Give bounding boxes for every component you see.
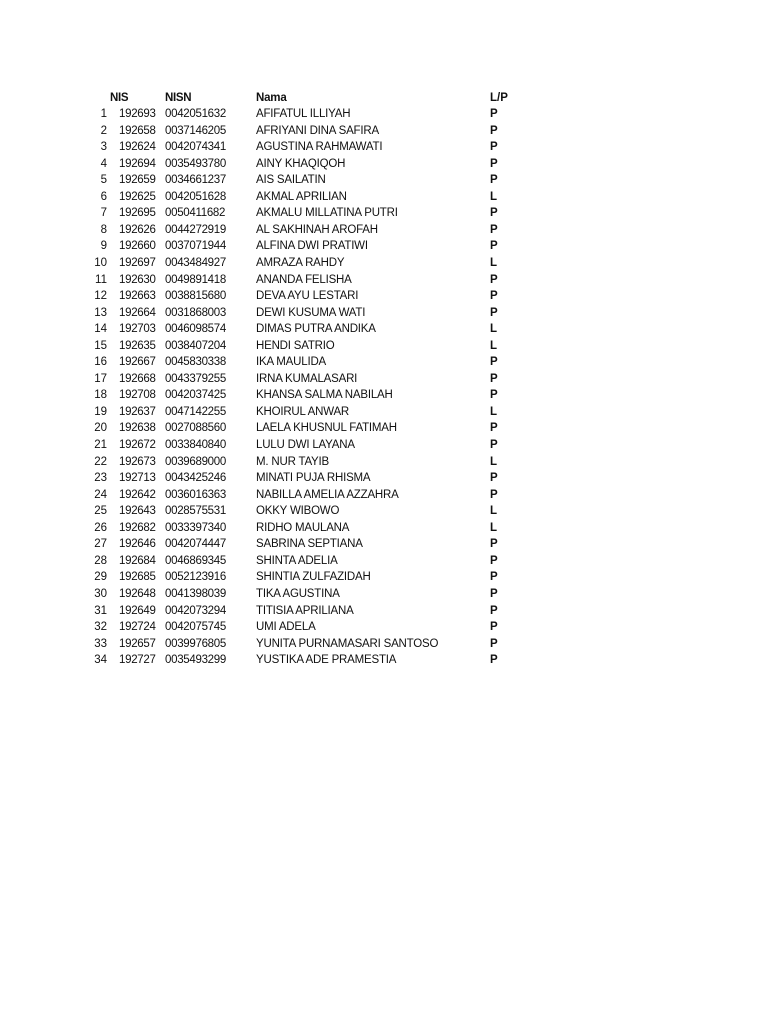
nisn-cell: 0037071944 [165,240,226,253]
nisn-cell: 0042075745 [165,621,226,634]
nis-cell: 192626 [119,223,156,236]
table-row [0,189,768,205]
gender-cell: P [490,207,498,220]
nisn-cell: 0043425246 [165,472,226,485]
nis-cell: 192657 [119,637,156,650]
name-cell: DEWI KUSUMA WATI [256,306,366,319]
name-cell: TITISIA APRILIANA [256,604,354,617]
nisn-cell: 0042074447 [165,538,226,551]
row-number: 16 [94,356,107,369]
row-number: 34 [94,654,107,667]
nis-cell: 192703 [119,323,156,336]
row-number: 29 [94,571,107,584]
nis-cell: 192682 [119,521,156,534]
table-row [0,536,768,552]
table-row [0,371,768,387]
header-lp: L/P [490,92,508,104]
nisn-cell: 0039689000 [165,455,226,468]
nisn-cell: 0038407204 [165,339,226,352]
table-row [0,487,768,503]
gender-cell: P [490,356,498,369]
nisn-cell: 0047142255 [165,405,226,418]
gender-cell: P [490,124,498,137]
nis-cell: 192668 [119,372,156,385]
row-number: 24 [94,488,107,501]
gender-cell: P [490,439,498,451]
nis-cell: 192624 [119,141,156,154]
name-cell: M. NUR TAYIB [256,455,329,468]
gender-cell: P [490,290,498,303]
table-row [0,172,768,188]
table-row [0,586,768,602]
header-nisn: NISN [165,92,192,104]
nis-cell: 192672 [119,439,156,451]
nis-cell: 192724 [119,621,156,634]
nisn-cell: 0034661237 [165,174,226,187]
nisn-cell: 0045830338 [165,356,226,369]
row-number: 11 [95,273,107,286]
gender-cell: P [490,306,498,319]
name-cell: SABRINA SEPTIANA [256,538,363,551]
row-number: 23 [94,472,107,485]
name-cell: HENDI SATRIO [256,339,335,352]
table-row [0,123,768,139]
nisn-cell: 0027088560 [165,422,226,435]
nis-cell: 192660 [119,240,156,253]
gender-cell: P [490,472,498,485]
nisn-cell: 0033840840 [165,439,226,451]
gender-cell: L [490,339,498,352]
row-number: 8 [100,223,107,236]
header-nama: Nama [256,92,287,104]
table-row [0,272,768,288]
gender-cell: P [490,223,498,236]
table-row [0,619,768,635]
name-cell: TIKA AGUSTINA [256,587,340,600]
row-number: 22 [94,455,107,468]
name-cell: SHINTA ADELIA [256,554,338,567]
nis-cell: 192635 [119,339,156,352]
table-row [0,387,768,403]
nis-cell: 192642 [119,488,156,501]
nis-cell: 192643 [119,505,156,518]
gender-cell: L [490,405,498,418]
gender-cell: P [490,538,498,551]
name-cell: DIMAS PUTRA ANDIKA [256,323,376,336]
row-number: 26 [94,521,107,534]
nisn-cell: 0036016363 [165,488,226,501]
name-cell: LAELA KHUSNUL FATIMAH [256,422,397,435]
nis-cell: 192649 [119,604,156,617]
table-row [0,354,768,370]
row-number: 14 [94,323,107,336]
gender-cell: L [490,521,498,534]
nisn-cell: 0050411682 [165,207,226,220]
gender-cell: P [490,637,498,650]
name-cell: AFRIYANI DINA SAFIRA [256,124,379,137]
nisn-cell: 0042037425 [165,389,226,402]
gender-cell: P [490,488,498,501]
nis-cell: 192625 [119,190,156,203]
gender-cell: P [490,240,498,253]
gender-cell: P [490,157,498,170]
table-row [0,238,768,254]
row-number: 20 [94,422,107,435]
table-row [0,156,768,172]
table-row [0,321,768,337]
nisn-cell: 0042074341 [165,141,226,154]
gender-cell: P [490,108,498,120]
gender-cell: L [490,190,498,203]
nis-cell: 192630 [119,273,156,286]
nis-cell: 192637 [119,405,156,418]
header-nis: NIS [110,92,129,104]
row-number: 27 [94,538,107,551]
name-cell: MINATI PUJA RHISMA [256,472,371,485]
nisn-cell: 0041398039 [165,587,226,600]
nis-cell: 192663 [119,290,156,303]
table-row [0,420,768,436]
row-number: 12 [94,290,107,303]
name-cell: DEVA AYU LESTARI [256,290,359,303]
nisn-cell: 0043484927 [165,256,226,269]
name-cell: AKMAL APRILIAN [256,190,347,203]
table-row [0,569,768,585]
table-row [0,454,768,470]
name-cell: IRNA KUMALASARI [256,372,358,385]
nis-cell: 192684 [119,554,156,567]
gender-cell: L [490,455,498,468]
table-row [0,305,768,321]
row-number: 31 [94,604,107,617]
nisn-cell: 0042051632 [165,108,226,120]
name-cell: IKA MAULIDA [256,356,327,369]
nis-cell: 192648 [119,587,156,600]
nisn-cell: 0039976805 [165,637,226,650]
table-row [0,603,768,619]
nisn-cell: 0052123916 [165,571,226,584]
gender-cell: P [490,389,498,402]
row-number: 9 [100,240,107,253]
gender-cell: P [490,604,498,617]
row-number: 6 [100,190,107,203]
nis-cell: 192673 [119,455,156,468]
row-number: 30 [94,587,107,600]
name-cell: ANANDA FELISHA [256,273,352,286]
name-cell: AINY KHAQIQOH [256,157,346,170]
nisn-cell: 0038815680 [165,290,226,303]
name-cell: AMRAZA RAHDY [256,256,345,269]
row-number: 10 [94,256,107,269]
nisn-cell: 0043379255 [165,372,226,385]
name-cell: KHOIRUL ANWAR [256,405,350,418]
name-cell: UMI ADELA [256,621,316,634]
gender-cell: P [490,273,498,286]
nis-cell: 192727 [119,654,156,667]
name-cell: ALFINA DWI PRATIWI [256,240,368,253]
table-row [0,288,768,304]
row-number: 15 [94,339,107,352]
row-number: 19 [94,405,107,418]
row-number: 18 [94,389,107,402]
gender-cell: P [490,554,498,567]
table-row [0,652,768,668]
nisn-cell: 0046098574 [165,323,226,336]
table-row [0,553,768,569]
name-cell: YUNITA PURNAMASARI SANTOSO [256,637,439,650]
row-number: 33 [94,637,107,650]
nis-cell: 192685 [119,571,156,584]
gender-cell: P [490,174,498,187]
name-cell: AIS SAILATIN [256,174,326,187]
nis-cell: 192664 [119,306,156,319]
nis-cell: 192646 [119,538,156,551]
nisn-cell: 0037146205 [165,124,226,137]
nis-cell: 192708 [119,389,156,402]
nis-cell: 192695 [119,207,156,220]
row-number: 13 [94,306,107,319]
gender-cell: P [490,621,498,634]
nis-cell: 192697 [119,256,156,269]
name-cell: KHANSA SALMA NABILAH [256,389,393,402]
name-cell: YUSTIKA ADE PRAMESTIA [256,654,397,667]
row-number: 21 [94,439,107,451]
table-row [0,338,768,354]
nis-cell: 192667 [119,356,156,369]
nis-cell: 192659 [119,174,156,187]
row-number: 4 [100,157,107,170]
gender-cell: P [490,372,498,385]
row-number: 1 [100,108,107,120]
name-cell: LULU DWI LAYANA [256,439,355,451]
table-row [0,255,768,271]
table-row [0,636,768,652]
name-cell: RIDHO MAULANA [256,521,350,534]
row-number: 2 [100,124,107,137]
gender-cell: P [490,587,498,600]
nisn-cell: 0035493780 [165,157,226,170]
nis-cell: 192658 [119,124,156,137]
row-number: 3 [100,141,107,154]
name-cell: OKKY WIBOWO [256,505,340,518]
name-cell: SHINTIA ZULFAZIDAH [256,571,371,584]
table-row [0,222,768,238]
table-row [0,139,768,155]
table-row [0,520,768,536]
nis-cell: 192693 [119,108,156,120]
table-header [0,90,768,106]
gender-cell: P [490,141,498,154]
nisn-cell: 0031868003 [165,306,226,319]
nis-cell: 192713 [119,472,156,485]
gender-cell: P [490,571,498,584]
row-number: 5 [100,174,107,187]
table-row [0,470,768,486]
name-cell: AKMALU MILLATINA PUTRI [256,207,398,220]
nisn-cell: 0042073294 [165,604,226,617]
row-number: 7 [100,207,107,220]
table-row [0,106,768,122]
row-number: 32 [94,621,107,634]
table-row [0,404,768,420]
name-cell: NABILLA AMELIA AZZAHRA [256,488,399,501]
name-cell: AL SAKHINAH AROFAH [256,223,378,236]
nisn-cell: 0035493299 [165,654,226,667]
nisn-cell: 0033397340 [165,521,226,534]
gender-cell: P [490,422,498,435]
nisn-cell: 0044272919 [165,223,226,236]
row-number: 17 [94,372,107,385]
nis-cell: 192638 [119,422,156,435]
table-row [0,437,768,453]
row-number: 28 [94,554,107,567]
nisn-cell: 0028575531 [165,505,226,518]
gender-cell: P [490,654,498,667]
name-cell: AFIFATUL ILLIYAH [256,108,351,120]
gender-cell: L [490,505,498,518]
table-row [0,503,768,519]
nis-cell: 192694 [119,157,156,170]
table-row [0,205,768,221]
nisn-cell: 0049891418 [165,273,226,286]
gender-cell: L [490,256,498,269]
row-number: 25 [94,505,107,518]
nisn-cell: 0042051628 [165,190,226,203]
gender-cell: L [490,323,498,336]
nisn-cell: 0046869345 [165,554,226,567]
name-cell: AGUSTINA RAHMAWATI [256,141,383,154]
